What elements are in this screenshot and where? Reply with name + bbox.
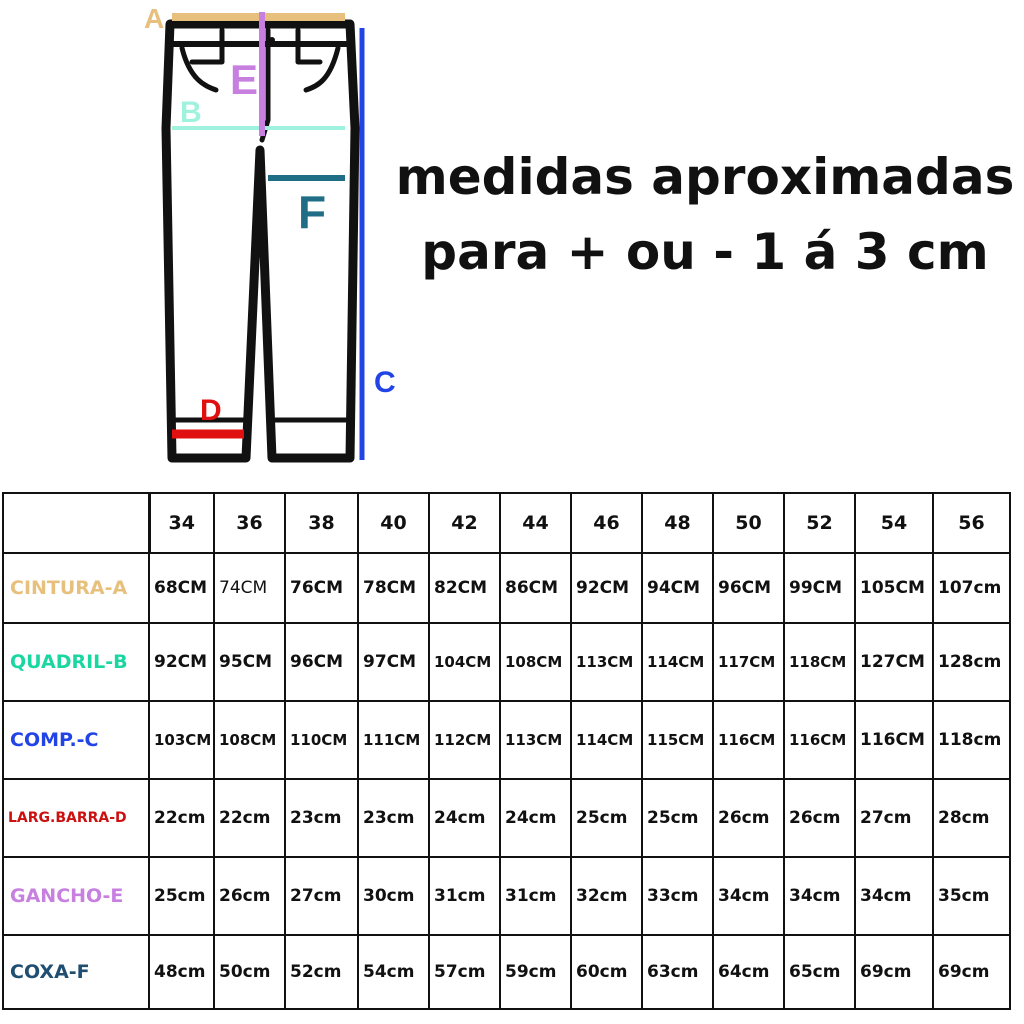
measurement-cell: 24cm [429,779,500,857]
measurement-row [3,857,1010,935]
measurement-label: QUADRIL-B [3,623,149,701]
size-header: 48 [642,493,713,553]
measurement-label: COXA-F [3,935,149,1009]
measurement-cell: 86CM [500,553,571,623]
measurement-cell: 108CM [214,701,285,779]
size-header: 46 [571,493,642,553]
measurement-cell: 127CM [855,623,933,701]
measurement-cell: 94CM [642,553,713,623]
measurement-cell: 103CM [149,701,214,779]
measurement-cell: 25cm [642,779,713,857]
measurement-cell: 26cm [214,857,285,935]
measurement-cell: 28cm [933,779,1010,857]
measurement-cell: 97CM [358,623,429,701]
measurement-row [3,553,1010,623]
size-header: 52 [784,493,855,553]
letter-b: B [180,96,202,129]
measurement-cell: 69cm [933,935,1010,1009]
measurement-row [3,623,1010,701]
measurement-cell: 26cm [713,779,784,857]
letter-c: C [374,366,396,399]
measurement-cell: 25cm [571,779,642,857]
measurement-cell: 99CM [784,553,855,623]
letter-e: E [230,56,259,103]
measurement-cell: 128cm [933,623,1010,701]
letter-d: D [200,394,222,427]
measurement-cell: 113CM [571,623,642,701]
measurement-cell: 110CM [285,701,358,779]
measurement-cell: 65cm [784,935,855,1009]
letter-f: F [298,186,327,238]
size-header: 40 [358,493,429,553]
measurement-cell: 68CM [149,553,214,623]
measurement-cell: 96CM [285,623,358,701]
size-header: 38 [285,493,358,553]
measurement-cell: 82CM [429,553,500,623]
measurement-cell: 118CM [784,623,855,701]
size-header: 44 [500,493,571,553]
measurement-cell: 114CM [571,701,642,779]
measurement-cell: 114CM [642,623,713,701]
size-header-row [3,493,1010,553]
measurement-cell: 22cm [214,779,285,857]
measurement-cell: 23cm [285,779,358,857]
measurement-cell: 113CM [500,701,571,779]
measurement-cell: 32cm [571,857,642,935]
measurement-row [3,701,1010,779]
measurement-cell: 92CM [571,553,642,623]
headline-line-1: medidas aproximadas [395,148,1015,206]
size-header: 36 [214,493,285,553]
measurement-cell: 116CM [784,701,855,779]
measurement-cell: 27cm [855,779,933,857]
measurement-cell: 74CM [214,553,285,623]
measurement-cell: 118cm [933,701,1010,779]
size-header: 56 [933,493,1010,553]
measurement-cell: 92CM [149,623,214,701]
measurement-cell: 107cm [933,553,1010,623]
headline-line-2: para + ou - 1 á 3 cm [421,223,989,281]
measurement-cell: 116CM [855,701,933,779]
measurement-cell: 78CM [358,553,429,623]
measurement-cell: 48cm [149,935,214,1009]
measurement-cell: 54cm [358,935,429,1009]
measurement-cell: 60cm [571,935,642,1009]
measurement-cell: 104CM [429,623,500,701]
measurement-cell: 63cm [642,935,713,1009]
measurement-label: LARG.BARRA-D [3,779,149,857]
size-header: 34 [149,493,214,553]
headline [380,140,1024,290]
size-header: 42 [429,493,500,553]
measurement-cell: 108CM [500,623,571,701]
measurement-cell: 115CM [642,701,713,779]
measurement-row [3,779,1010,857]
measurement-cell: 22cm [149,779,214,857]
measurement-label: CINTURA-A [3,553,149,623]
measurement-cell: 34cm [855,857,933,935]
measurement-cell: 112CM [429,701,500,779]
measurement-row [3,935,1010,1009]
measurement-cell: 23cm [358,779,429,857]
measurement-cell: 35cm [933,857,1010,935]
measurement-cell: 24cm [500,779,571,857]
corner-cell [3,493,149,553]
measurement-cell: 116CM [713,701,784,779]
measurement-cell: 52cm [285,935,358,1009]
measurement-cell: 26cm [784,779,855,857]
measurement-cell: 96CM [713,553,784,623]
measurement-cell: 64cm [713,935,784,1009]
measurement-cell: 30cm [358,857,429,935]
measurement-cell: 69cm [855,935,933,1009]
measurement-cell: 34cm [713,857,784,935]
measurement-cell: 111CM [358,701,429,779]
measurement-cell: 27cm [285,857,358,935]
measurement-cell: 31cm [429,857,500,935]
measurement-cell: 34cm [784,857,855,935]
measurement-cell: 95CM [214,623,285,701]
measurement-cell: 117CM [713,623,784,701]
measurement-cell: 25cm [149,857,214,935]
measurement-cell: 76CM [285,553,358,623]
pants-diagram [0,0,420,480]
measurement-cell: 59cm [500,935,571,1009]
measurement-cell: 33cm [642,857,713,935]
measurement-cell: 105CM [855,553,933,623]
size-header: 54 [855,493,933,553]
measurement-cell: 57cm [429,935,500,1009]
size-table [2,492,1011,1010]
letter-a: A [144,3,165,34]
size-header: 50 [713,493,784,553]
measurement-cell: 31cm [500,857,571,935]
measurement-label: COMP.-C [3,701,149,779]
measurement-label: GANCHO-E [3,857,149,935]
measurement-cell: 50cm [214,935,285,1009]
